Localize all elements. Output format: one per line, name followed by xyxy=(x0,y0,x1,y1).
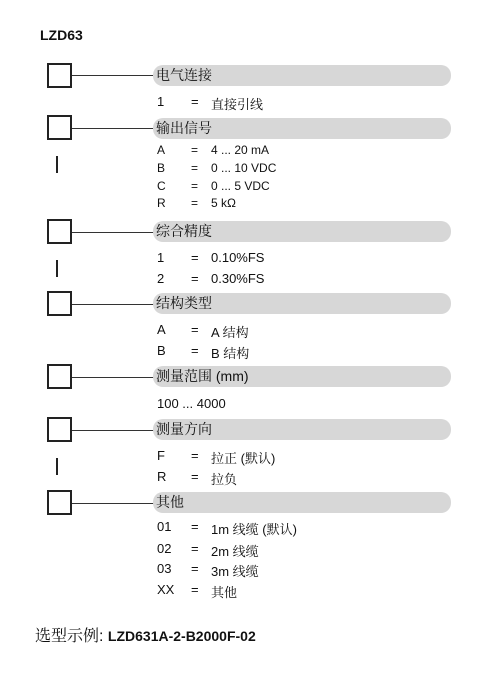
option-key: B xyxy=(157,343,166,358)
option-key: C xyxy=(157,179,166,193)
option-key: A xyxy=(157,143,166,157)
connector-line xyxy=(72,503,156,504)
option-equals: = xyxy=(191,250,199,265)
option-value: B 结构 xyxy=(211,346,250,361)
section-header-structure: 结构类型 xyxy=(153,293,451,314)
option-value: 直接引线 xyxy=(211,97,264,112)
option-equals: = xyxy=(191,161,199,175)
option-value: 2m 线缆 xyxy=(211,544,259,559)
option-value: 其他 xyxy=(211,585,238,600)
option-value: 拉负 xyxy=(211,472,238,487)
option-value: 1m 线缆 (默认) xyxy=(211,522,297,537)
option-value: 5 kΩ xyxy=(211,196,236,210)
option-key: A xyxy=(157,322,166,337)
code-box-structure xyxy=(47,291,72,316)
separator-bar xyxy=(56,156,58,173)
section-header-direction: 测量方向 xyxy=(153,419,451,440)
section-header-electrical: 电气连接 xyxy=(153,65,451,86)
option-key: 1 xyxy=(157,250,165,265)
connector-line xyxy=(72,232,156,233)
separator-bar xyxy=(56,458,58,475)
example-label: 选型示例: xyxy=(35,628,104,645)
option-key: 02 xyxy=(157,541,172,556)
section-header-output: 输出信号 xyxy=(153,118,451,139)
option-key: 1 xyxy=(157,94,165,109)
option-value: 0 ... 5 VDC xyxy=(211,179,270,193)
connector-line xyxy=(72,377,156,378)
option-value: 3m 线缆 xyxy=(211,564,259,579)
option-equals: = xyxy=(191,196,199,210)
option-equals: = xyxy=(191,561,199,576)
option-equals: = xyxy=(191,541,199,556)
code-box-output xyxy=(47,115,72,140)
option-equals: = xyxy=(191,322,199,337)
section-header-range: 测量范围 (mm) xyxy=(153,366,451,387)
option-equals: = xyxy=(191,94,199,109)
option-equals: = xyxy=(191,271,199,286)
separator-bar xyxy=(56,260,58,277)
option-equals: = xyxy=(191,582,199,597)
example-code: LZD631A-2-B2000F-02 xyxy=(107,628,256,644)
code-box-range xyxy=(47,364,72,389)
option-value: 0.10%FS xyxy=(211,250,265,265)
option-key: B xyxy=(157,161,166,175)
connector-line xyxy=(72,75,156,76)
section-header-accuracy: 综合精度 xyxy=(153,221,451,242)
code-box-other xyxy=(47,490,72,515)
option-equals: = xyxy=(191,143,199,157)
option-key: XX xyxy=(157,582,175,597)
code-box-accuracy xyxy=(47,219,72,244)
option-key: 2 xyxy=(157,271,165,286)
connector-line xyxy=(72,304,156,305)
option-key: R xyxy=(157,196,166,210)
option-value: 拉正 (默认) xyxy=(211,451,276,466)
range-value: 100 ... 4000 xyxy=(157,396,226,411)
option-equals: = xyxy=(191,343,199,358)
option-equals: = xyxy=(191,448,199,463)
option-key: R xyxy=(157,469,167,484)
model-title: LZD63 xyxy=(40,27,83,43)
option-equals: = xyxy=(191,469,199,484)
connector-line xyxy=(72,430,156,431)
option-value: 4 ... 20 mA xyxy=(211,143,270,157)
option-key: 01 xyxy=(157,519,172,534)
code-box-direction xyxy=(47,417,72,442)
code-box-electrical xyxy=(47,63,72,88)
option-key: F xyxy=(157,448,165,463)
option-value: A 结构 xyxy=(211,325,249,340)
section-header-other: 其他 xyxy=(153,492,451,513)
option-equals: = xyxy=(191,179,199,193)
selection-example xyxy=(35,623,256,646)
option-value: 0.30%FS xyxy=(211,271,265,286)
connector-line xyxy=(72,128,156,129)
option-equals: = xyxy=(191,519,199,534)
option-key: 03 xyxy=(157,561,172,576)
option-value: 0 ... 10 VDC xyxy=(211,161,277,175)
